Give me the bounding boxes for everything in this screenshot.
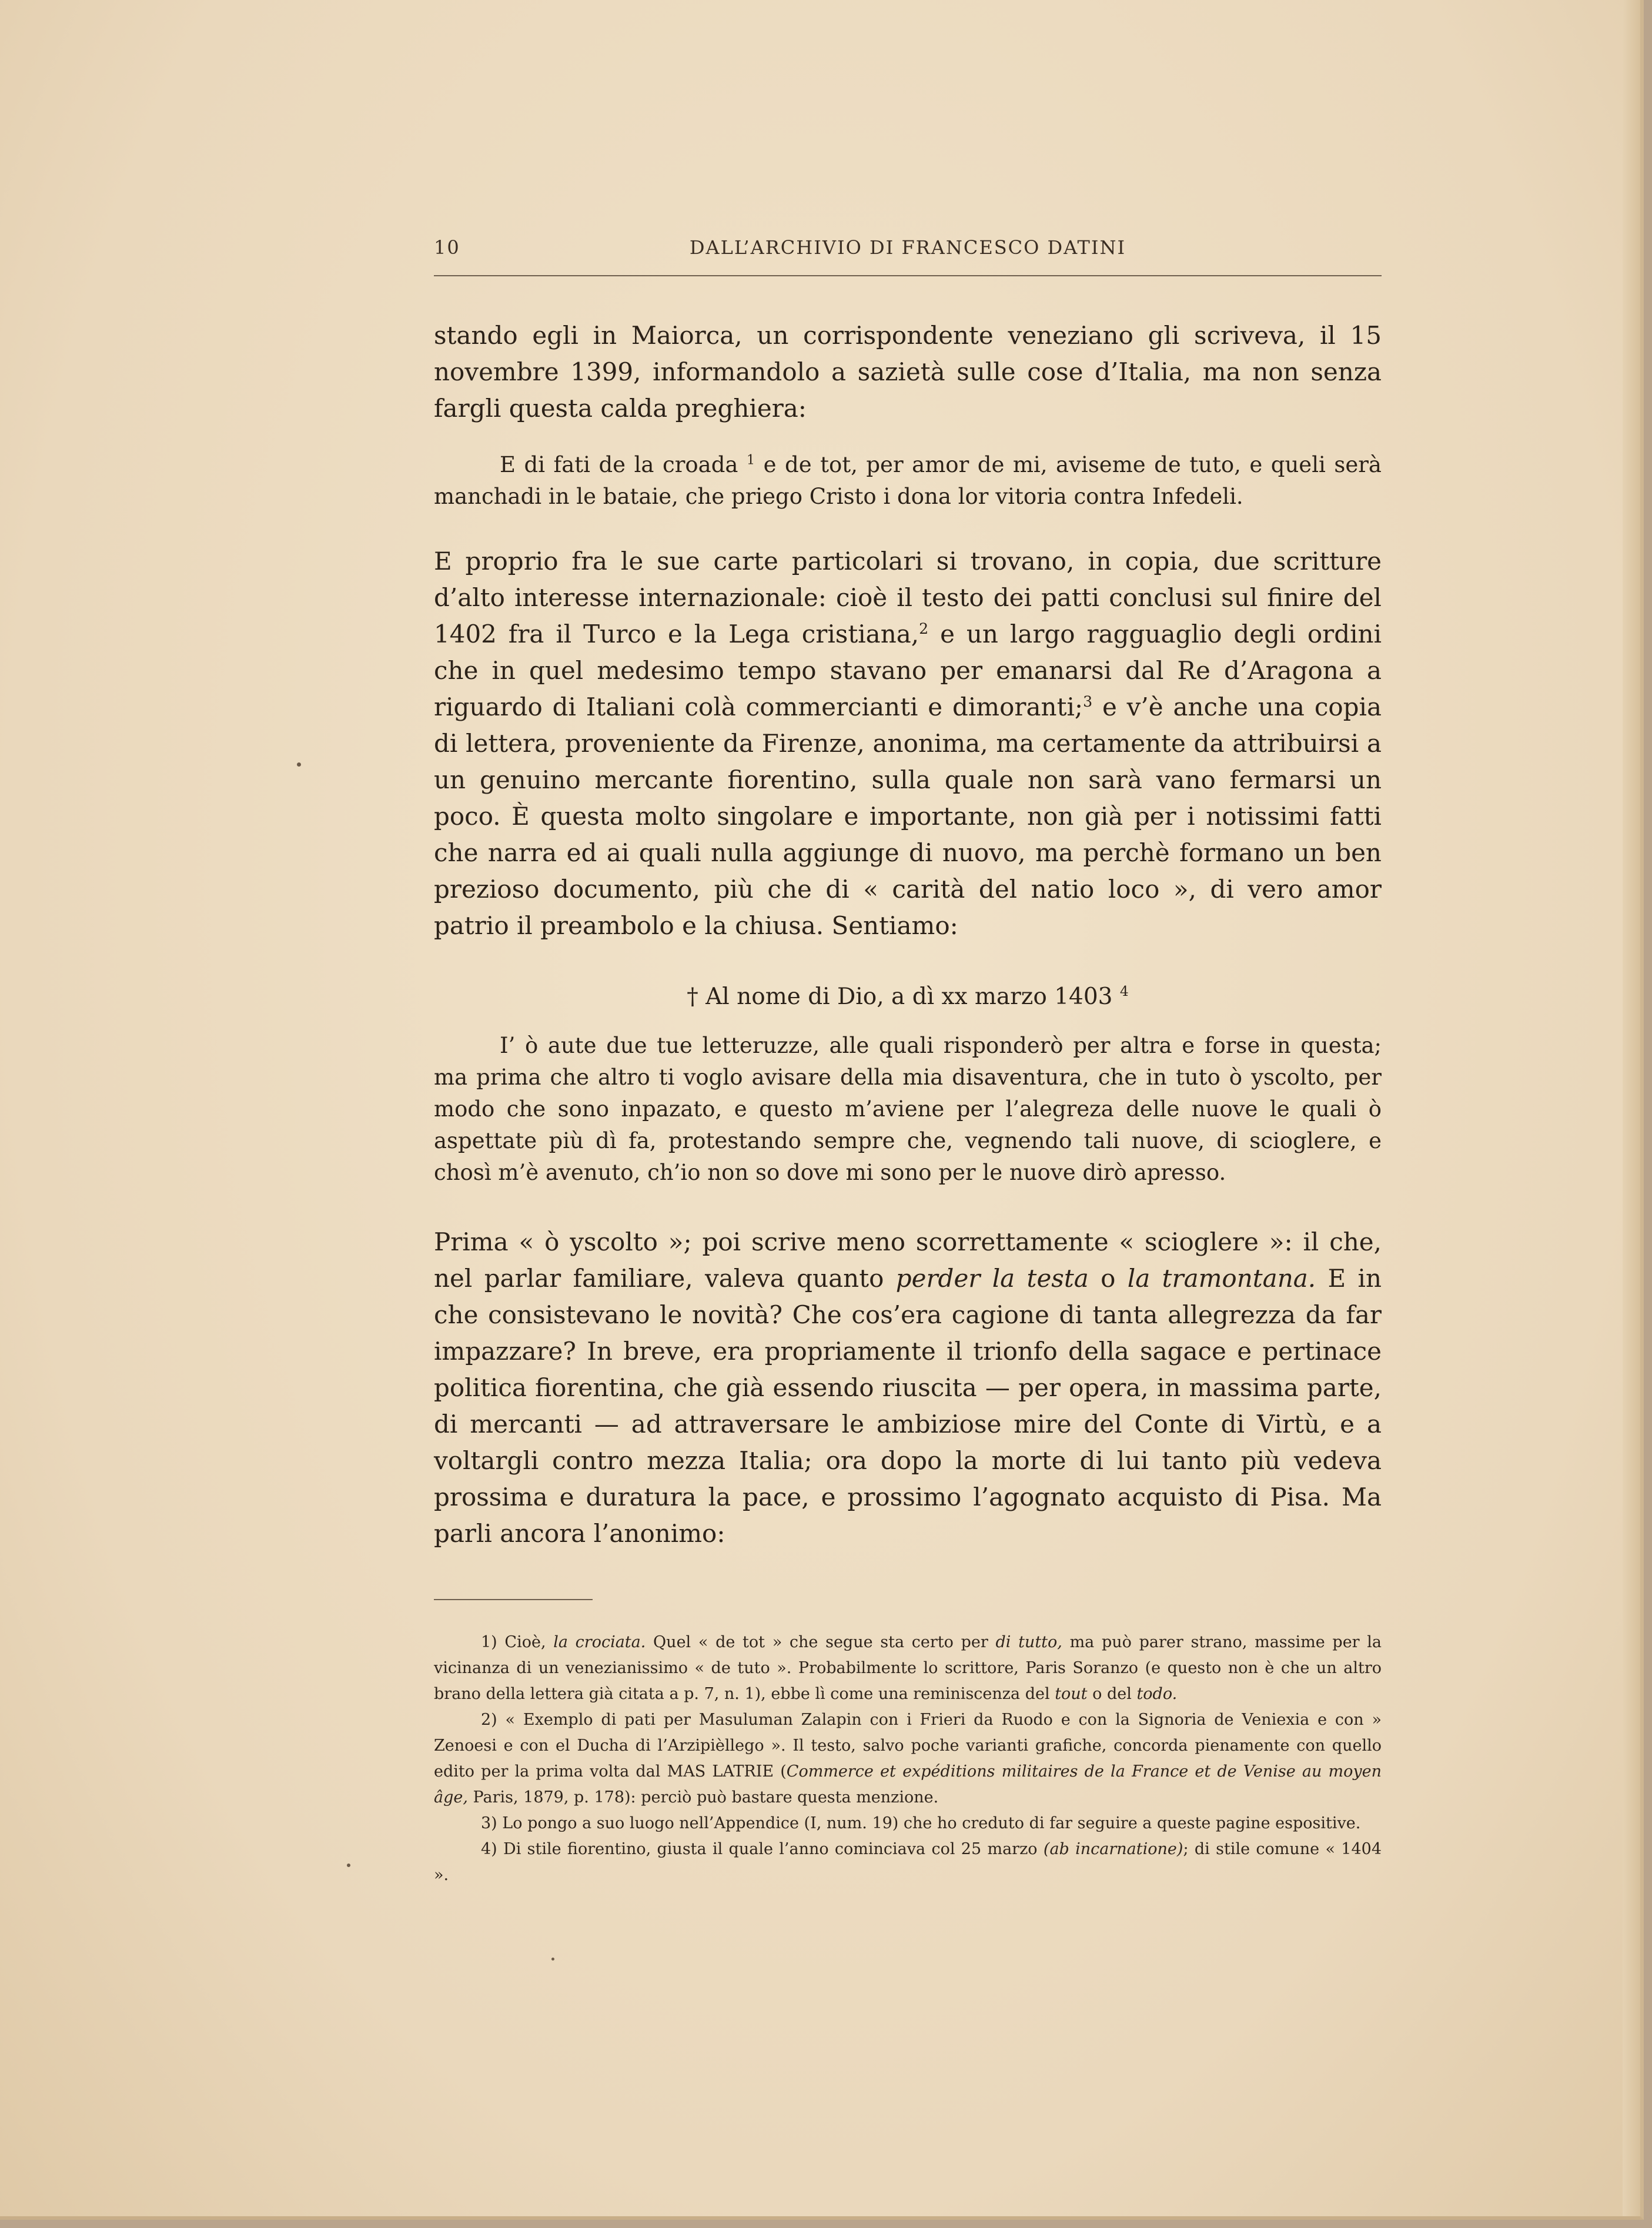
footnote-ref-3: 3 bbox=[1083, 693, 1093, 710]
paragraph-3: Prima « ò yscolto »; poi scrive meno scorrettamente « scioglere »: il che, nel parlar familiare, valeva quanto perder la testa o la tramontana. E in che consistevano le novità? Che cos’era cagione di tanta allegrezza da far impazzare? In breve, era propriamente il trionfo della sagace e pertinace politica fiorentina, che già essendo riuscita — per opera, in massima parte, di mercanti — ad attraversare le ambiziose mire del Conte di Virtù, e a voltargli contro mezza Italia; ora dopo la morte di lui tanto più vedeva prossima e duratura la pace, e prossimo l’agognato acquisto di Pisa. Ma parli ancora l’anonimo: bbox=[434, 1227, 1382, 1548]
paragraph-1: stando egli in Maiorca, un corrispondente veneziano gli scriveva, il 15 novembre 1399, informandolo a sazietà sulle cose d’Italia, ma non senza fargli questa calda preghiera: bbox=[434, 321, 1382, 423]
footnote-rule bbox=[434, 1599, 593, 1600]
paragraph-2: E proprio fra le sue carte particolari si trovano, in copia, due scritture d’alto interesse internazionale: cioè il testo dei patti conclusi sul finire del 1402 fra il Turco e la Lega cristiana,$^2$ e un largo ragguaglio degli ordini che in quel medesimo tempo stavano per emanarsi dal Re d’Aragona a riguardo di Italiani colà commercianti e dimoranti;$^3$ e v’è anche una copia di lettera, proveniente da Firenze, anonima, ma certamente da attribuirsi a un genuino mercante fiorentino, sulla quale non sarà vano fermarsi un poco. È questa molto singolare e importante, non già per i notissimi fatti che narra ed ai quali nulla aggiunge di nuovo, ma perchè formano un ben prezioso documento, più che di « carità del natio loco », di vero amor patrio il preambolo e la chiusa. Sentiamo: bbox=[434, 547, 1382, 940]
running-title: DALL’ARCHIVIO DI FRANCESCO DATINI bbox=[689, 236, 1126, 259]
footnote-3: 3) Lo pongo a suo luogo nell’Appendice (I, num. 19) che ho creduto di far seguire a queste pagine espositive. bbox=[481, 1814, 1361, 1832]
page-number: 10 bbox=[434, 236, 460, 259]
footnote-ref-2: 2 bbox=[919, 620, 929, 637]
footnote-2: 2) « Exemplo di pati per Masuluman Zalapin con i Frieri da Ruodo e con la Signoria de Veniexia e con » Zenoesi e con el Ducha di l’Arzipièllego ». Il testo, salvo poche varianti grafiche, concorda pienamente con quello edito per la prima volta dal MAS LATRIE (Commerce et expéditions militaires de la France et de Venise au moyen âge, Paris, 1879, p. 178): perciò può bastare questa menzione. bbox=[434, 1711, 1382, 1807]
paper-speck bbox=[297, 762, 301, 767]
text-block bbox=[434, 230, 1382, 1888]
header-rule bbox=[434, 275, 1382, 276]
footnote-1: 1) Cioè, la crociata. Quel « de tot » che segue sta certo per di tutto, ma può parer strano, massime per la vicinanza di un venezianissimo « de tuto ». Probabilmente lo scrittore, Paris Soranzo (e questo non è che un altro brano della lettera già citata a p. 7, n. 1), ebbe lì come una reminiscenza del tout o del todo. bbox=[434, 1633, 1382, 1703]
quoted-letter-1: E di fati de la croada $^1$ e de tot, per amor de mi, aviseme de tuto, e queli serà manchadi in le bataie, che priego Cristo i dona lor vitoria contra Infedeli. bbox=[434, 452, 1382, 509]
footnote-4: 4) Di stile fiorentino, giusta il quale l’anno cominciava col 25 marzo (ab incarnatione); di stile comune « 1404 ». bbox=[434, 1840, 1382, 1884]
paper-speck bbox=[347, 1864, 350, 1867]
quoted-letter-2: I’ ò aute due tue letteruzze, alle quali risponderò per altra e forse in questa; ma prima che altro ti voglo avisare della mia disaventura, che in tuto ò yscolto, per modo che sono inpazato, e questo m’aviene per l’alegreza delle nuove le quali ò aspettate più dì fa, protestando sempre che, vegnendo tali nuove, di scioglere, e chosì m’è avenuto, ch’io non so dove mi sono per le nuove dirò apresso. bbox=[434, 1033, 1382, 1185]
running-head bbox=[434, 230, 1382, 272]
letter-heading: † Al nome di Dio, a dì xx marzo 1403 $^4$ bbox=[687, 983, 1129, 1010]
footnote-ref-4: 4 bbox=[1119, 983, 1129, 999]
paper-speck bbox=[551, 1958, 554, 1961]
footnote-ref-1: 1 bbox=[746, 452, 755, 468]
page-edge bbox=[1623, 0, 1640, 2216]
